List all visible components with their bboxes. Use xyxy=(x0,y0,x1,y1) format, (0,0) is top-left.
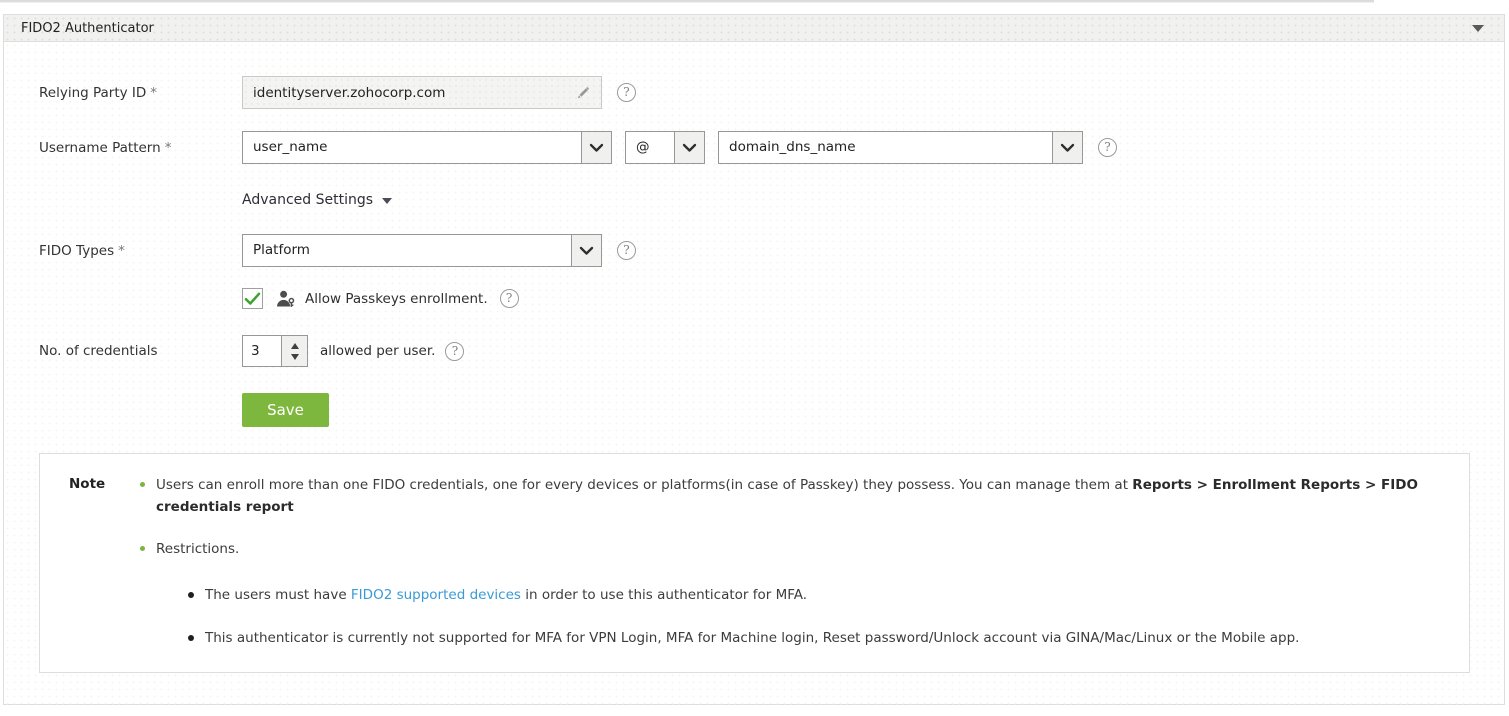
caret-down-icon xyxy=(382,198,392,204)
label-text: FIDO Types xyxy=(39,242,115,259)
bullet-marker-icon xyxy=(140,482,145,487)
restriction-text xyxy=(205,628,1299,650)
fido2-authenticator-panel xyxy=(3,14,1505,705)
username-pattern-row xyxy=(4,131,1504,164)
save-row xyxy=(4,393,1504,427)
relying-party-value: identityserver.zohocorp.com xyxy=(253,84,446,101)
user-key-icon xyxy=(276,290,296,308)
help-icon[interactable]: ? xyxy=(617,241,636,260)
allow-passkeys-label: Allow Passkeys enrollment. xyxy=(305,290,488,307)
chevron-down-icon[interactable] xyxy=(674,132,704,163)
restriction-text xyxy=(205,585,807,607)
panel-header[interactable] xyxy=(4,15,1504,42)
collapse-chevron-icon[interactable] xyxy=(1472,25,1484,32)
relying-party-input[interactable] xyxy=(242,76,602,109)
edit-pencil-icon[interactable] xyxy=(575,85,591,101)
fido2-supported-devices-link[interactable]: FIDO2 supported devices xyxy=(350,586,521,603)
credentials-stepper-group xyxy=(242,335,308,367)
note-text: Users can enroll more than one FIDO credentials, one for every devices or platforms(in case of Passkey) they possess. You can manage them at xyxy=(156,477,1133,493)
help-icon[interactable]: ? xyxy=(500,289,519,308)
credentials-suffix: allowed per user. xyxy=(320,343,436,359)
restriction-item-unsupported xyxy=(188,628,1445,650)
help-icon[interactable]: ? xyxy=(1098,138,1117,157)
label-text: Relying Party ID xyxy=(39,84,147,101)
restriction-item-devices xyxy=(188,585,1445,607)
note-text: in order to use this authenticator for MFA. xyxy=(520,586,808,603)
fido-types-label xyxy=(39,243,242,259)
select-value: @ xyxy=(636,139,650,155)
note-box xyxy=(39,453,1470,673)
note-text: Restrictions. xyxy=(156,541,240,558)
note-bullet-text xyxy=(156,475,1445,518)
username-pattern-select-2[interactable] xyxy=(718,131,1083,164)
credentials-row xyxy=(4,335,1504,367)
allow-passkeys-checkbox[interactable] xyxy=(242,288,263,309)
username-pattern-select-1[interactable] xyxy=(242,131,612,164)
bullet-marker-icon xyxy=(188,592,194,598)
advanced-settings-toggle[interactable] xyxy=(242,192,392,208)
relying-party-label xyxy=(39,85,242,101)
credentials-stepper xyxy=(282,335,308,367)
stepper-up-button[interactable] xyxy=(291,343,299,349)
fido-types-row xyxy=(4,234,1504,267)
top-edge-strip xyxy=(0,0,1374,3)
save-button[interactable]: Save xyxy=(242,393,329,427)
select-value: Platform xyxy=(253,242,310,258)
note-bullet-enrollment xyxy=(140,475,1445,518)
relying-party-row xyxy=(4,76,1504,109)
label-text: No. of credentials xyxy=(39,343,158,359)
note-text: This authenticator is currently not supported for MFA for VPN Login, MFA for Machine login, Reset password/Unlock account via GINA/Mac/Linux or the Mobile app. xyxy=(205,630,1300,647)
required-asterisk: * xyxy=(164,139,172,156)
note-bullet-text xyxy=(156,539,239,561)
label-text: Username Pattern xyxy=(39,139,161,156)
stepper-down-button[interactable] xyxy=(291,354,299,360)
advanced-settings-row xyxy=(4,192,1504,208)
panel-body xyxy=(4,42,1504,705)
restrictions-sub-list xyxy=(188,585,1445,650)
username-pattern-label xyxy=(39,140,242,156)
chevron-down-icon[interactable] xyxy=(1052,132,1082,163)
note-bold-text: Reports > Enrollment Reports > FIDO credentials report xyxy=(156,477,1418,515)
credentials-label xyxy=(39,343,242,359)
fido-types-select[interactable] xyxy=(242,234,602,267)
username-pattern-separator-select[interactable] xyxy=(625,131,705,164)
select-value: domain_dns_name xyxy=(729,139,856,155)
help-icon[interactable]: ? xyxy=(445,342,464,361)
note-content xyxy=(140,475,1445,650)
bullet-marker-icon xyxy=(188,635,194,641)
chevron-down-icon[interactable] xyxy=(571,235,601,266)
required-asterisk: * xyxy=(150,84,158,101)
panel-title: FIDO2 Authenticator xyxy=(21,20,154,36)
help-icon[interactable]: ? xyxy=(617,83,636,102)
note-title: Note xyxy=(69,476,106,492)
required-asterisk: * xyxy=(118,242,125,259)
advanced-settings-label: Advanced Settings xyxy=(242,192,374,208)
select-value: user_name xyxy=(253,139,328,155)
bullet-marker-icon xyxy=(140,546,145,551)
allow-passkeys-row xyxy=(4,288,1504,309)
note-text: The users must have xyxy=(205,586,351,603)
note-bullet-restrictions xyxy=(140,539,1445,561)
chevron-down-icon[interactable] xyxy=(581,132,611,163)
credentials-count-input[interactable] xyxy=(242,335,282,367)
